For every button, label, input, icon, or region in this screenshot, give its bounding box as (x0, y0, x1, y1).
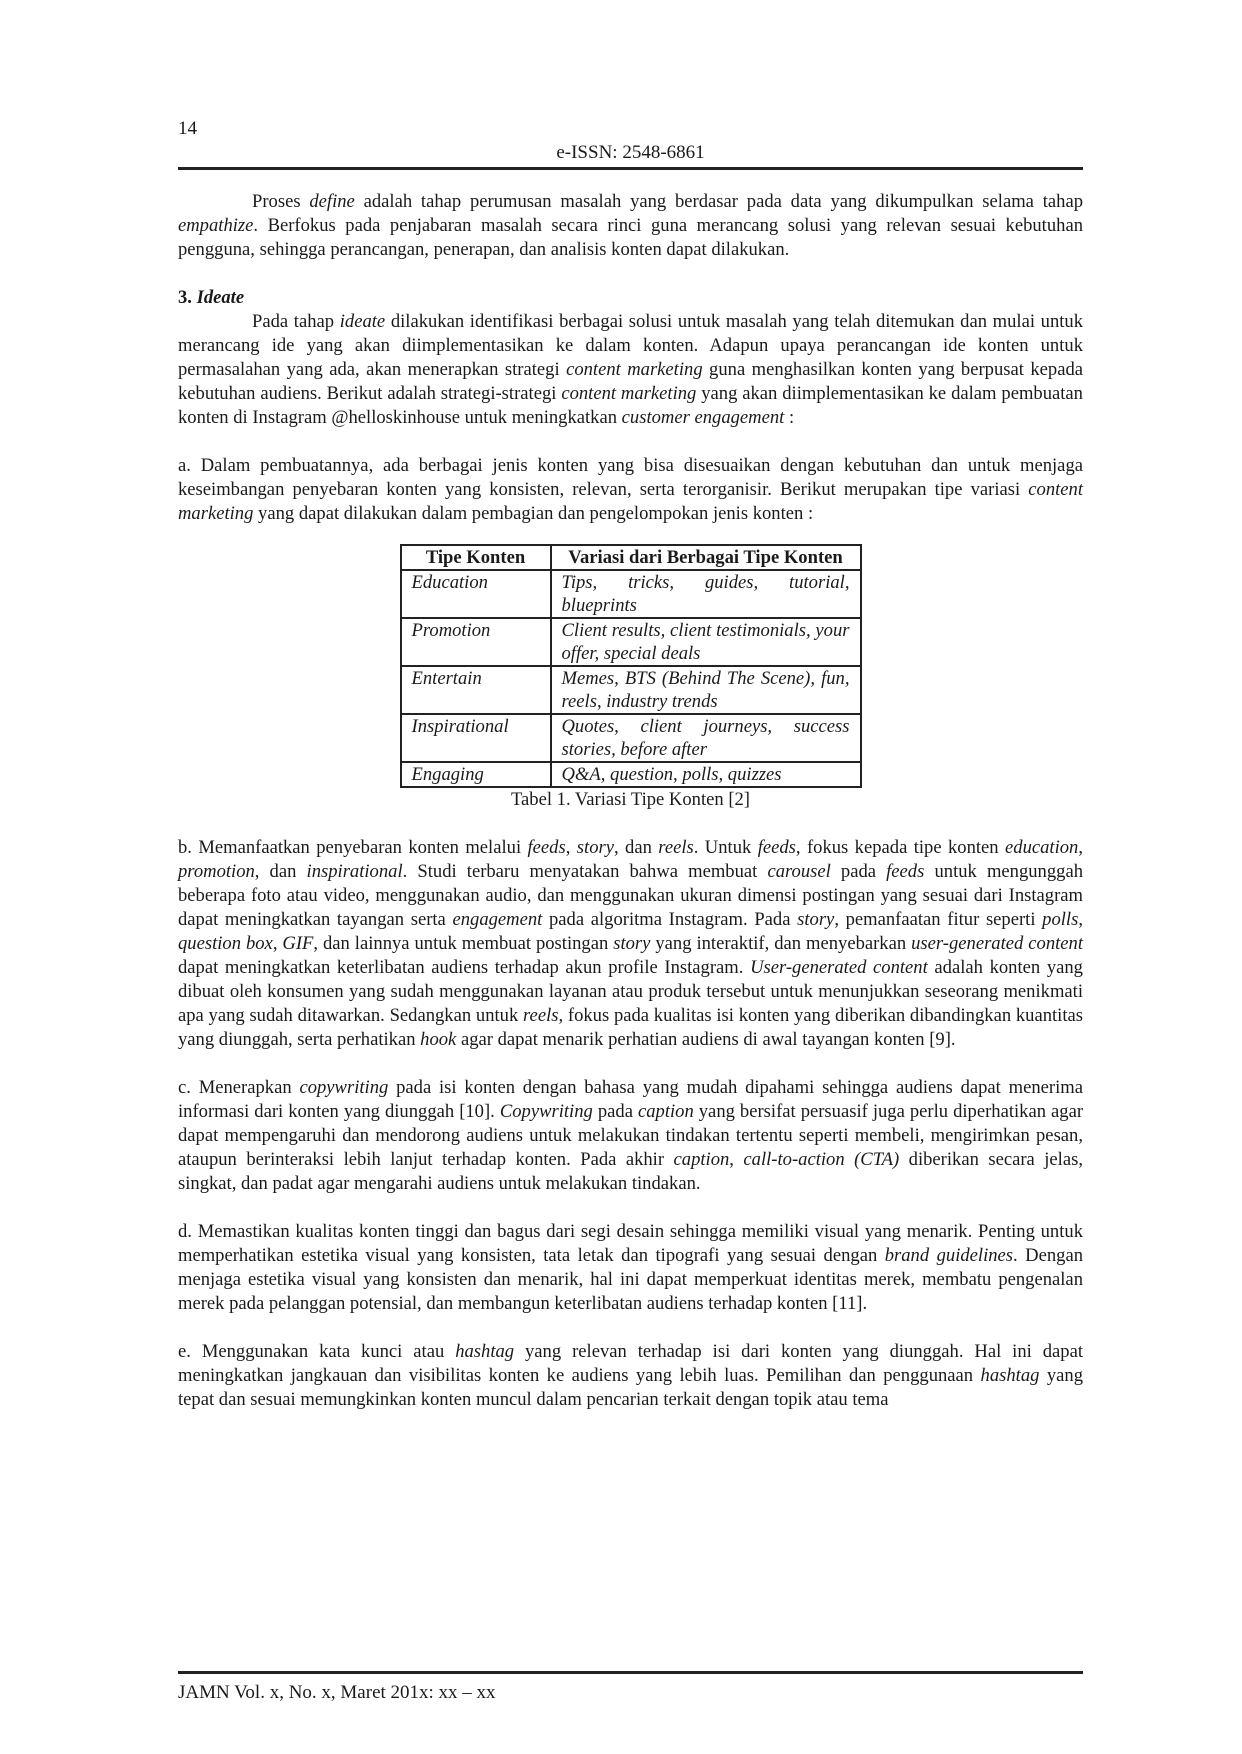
paragraph-e: e. Menggunakan kata kunci atau hashtag yang relevan terhadap isi dari konten yang diunggah. Hal ini dapat meningkatkan jangkauan dan visibilitas konten ke audiens yang lebih luas. Pemilihan dan penggunaan hashtag yang tepat dan sesuai memungkinkan konten muncul dalam pencarian terkait dengan topik atau tema (178, 1341, 1084, 1410)
table-row (401, 714, 861, 762)
header-rule (178, 167, 1083, 170)
table-row (401, 762, 861, 787)
footer-rule (178, 1671, 1083, 1674)
paragraph-define: Proses define adalah tahap perumusan masalah yang berdasar pada data yang dikumpulkan selama tahap empathize. Berfokus pada penjabaran masalah secara rinci guna merancang solusi yang relevan sesuai kebutuhan pengguna, sehingga perancangan, penerapan, dan analisis konten dapat dilakukan. (178, 191, 1083, 260)
table-header-variations: Variasi dari Berbagai Tipe Konten (551, 545, 861, 570)
table-cell-type: Entertain (401, 666, 551, 714)
table-cell-type: Promotion (401, 618, 551, 666)
table-header-type: Tipe Konten (401, 545, 551, 570)
table-cell-variations: Q&A, question, polls, quizzes (551, 762, 861, 787)
table-cell-variations: Tips, tricks, guides, tutorial, blueprints (551, 570, 861, 618)
paragraph-b: b. Memanfaatkan penyebaran konten melalui feeds, story, dan reels. Untuk feeds, fokus kepada tipe konten education, promotion, dan inspirational. Studi terbaru menyatakan bahwa membuat carousel pada feeds untuk mengunggah beberapa foto atau video, menggunakan audio, dan menggunakan ukuran dimensi postingan yang sesuai dari Instagram dapat meningkatkan tayangan serta engagement pada algoritma Instagram. Pada story, pemanfaatan fitur seperti polls, question box, GIF, dan lainnya untuk membuat postingan story yang interaktif, dan menyebarkan user-generated content dapat meningkatkan keterlibatan audiens terhadap akun profile Instagram. User-generated content adalah konten yang dibuat oleh konsumen yang sudah menggunakan layanan atau produk tersebut untuk menunjukkan seseorang menikmati apa yang sudah ditawarkan. Sedangkan untuk reels, fokus pada kualitas isi konten yang diberikan dibandingkan kuantitas yang diunggah, serta perhatikan hook agar dapat menarik perhatian audiens di awal tayangan konten [9]. (178, 837, 1083, 1050)
section-heading-ideate: 3. Ideate (178, 287, 245, 308)
page-number: 14 (178, 118, 197, 139)
table-row (401, 618, 861, 666)
paragraph-c: c. Menerapkan copywriting pada isi konten dengan bahasa yang mudah dipahami sehingga audiens dapat menerima informasi dari konten yang diunggah [10]. Copywriting pada caption yang bersifat persuasif juga perlu diperhatikan agar dapat mempengaruhi dan mendorong audiens untuk melakukan tindakan tertentu seperti membeli, mengirimkan pesan, ataupun berinteraksi lebih lanjut terhadap konten. Pada akhir caption, call-to-action (CTA) diberikan secara jelas, singkat, dan padat agar mengarahi audiens untuk melakukan tindakan. (178, 1077, 1084, 1194)
table-header-row (401, 545, 861, 570)
paragraph-a: a. Dalam pembuatannya, ada berbagai jenis konten yang bisa disesuaikan dengan kebutuhan dan untuk menjaga keseimbangan penyebaran konten yang konsisten, relevan, serta terorganisir. Berikut merupakan tipe variasi content marketing yang dapat dilakukan dalam pembagian dan pengelompokan jenis konten : (178, 455, 1083, 524)
table-cell-variations: Memes, BTS (Behind The Scene), fun, reels, industry trends (551, 666, 861, 714)
table-cell-variations: Quotes, client journeys, success stories, before after (551, 714, 861, 762)
table-row (401, 570, 861, 618)
paragraph-d: d. Memastikan kualitas konten tinggi dan bagus dari segi desain sehingga memiliki visual yang menarik. Penting untuk memperhatikan estetika visual yang konsisten, tata letak dan tipografi yang sesuai dengan brand guidelines. Dengan menjaga estetika visual yang konsisten dan menarik, hal ini dapat memperkuat identitas merek, membatu pengenalan merek pada pelanggan potensial, dan membangun keterlibatan audiens terhadap konten [11]. (178, 1221, 1083, 1314)
table-row (401, 666, 861, 714)
content-type-table (400, 544, 862, 788)
paragraph-ideate: Pada tahap ideate dilakukan identifikasi berbagai solusi untuk masalah yang telah ditemukan dan mulai untuk merancang ide yang akan diimplementasikan ke dalam konten. Adapun upaya perancangan ide konten untuk permasalahan yang ada, akan menerapkan strategi content marketing guna menghasilkan konten yang berpusat kepada kebutuhan audiens. Berikut adalah strategi-strategi content marketing yang akan diimplementasikan ke dalam pembuatan konten di Instagram @helloskinhouse untuk meningkatkan customer engagement : (178, 311, 1083, 428)
journal-issn: e-ISSN: 2548-6861 (556, 142, 705, 163)
table-cell-type: Inspirational (401, 714, 551, 762)
table-cell-type: Engaging (401, 762, 551, 787)
table-caption: Tabel 1. Variasi Tipe Konten [2] (510, 789, 750, 810)
table-cell-variations: Client results, client testimonials, your offer, special deals (551, 618, 861, 666)
page-body (178, 190, 1083, 1412)
journal-footer: JAMN Vol. x, No. x, Maret 201x: xx – xx (178, 1682, 496, 1703)
table-cell-type: Education (401, 570, 551, 618)
